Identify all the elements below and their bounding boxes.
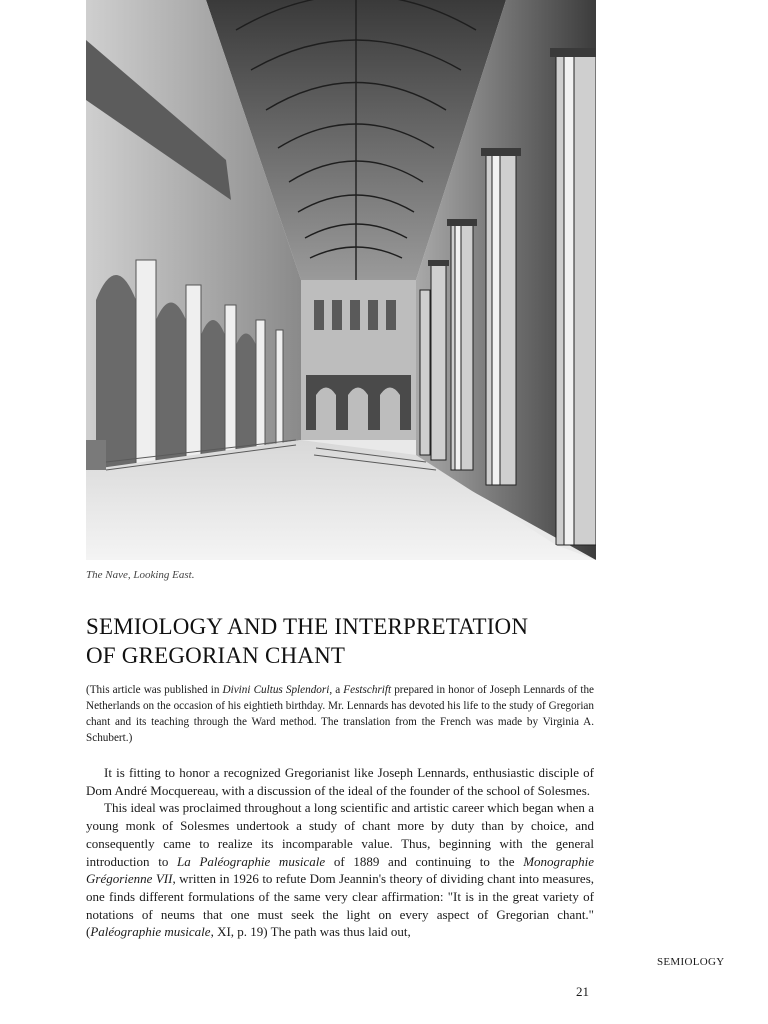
intro-text-3: prepared in honor of Joseph Lennards of the Netherlands on the occasion of his eightieth birthday. Mr. Lennards has devoted his life to the study of Gregorian chant and its teaching through the Ward method. The translation from the French was made by Virginia A. Schubert.) bbox=[86, 684, 595, 744]
article-title-line-2: OF GREGORIAN CHANT bbox=[86, 643, 346, 668]
festschrift-term: Festschrift bbox=[343, 684, 392, 696]
article-title-line-1: SEMIOLOGY AND THE INTERPRETATION bbox=[86, 614, 529, 639]
nave-photograph bbox=[86, 0, 596, 560]
para2-text-1: This ideal was proclaimed throughout a long scientific and artistic career which began when a young monk of Solesmes undertook a study of chant more by duty than by choice, and consequently came to realize its incomparable value. Thus, beginning with the general introduction to bbox=[86, 800, 594, 869]
para2-text-4: , XI, p. 19) The path was thus laid out, bbox=[210, 924, 411, 940]
body-paragraph-1: It is fitting to honor a recognized Gregorianist like Joseph Lennards, enthusiastic disciple of Dom André Mocquereau, with a discussion of the ideal of the founder of the school of Solesmes. bbox=[86, 765, 594, 798]
article-body bbox=[86, 764, 594, 941]
cited-work-paleographie: La Paléographie musicale bbox=[177, 853, 326, 869]
article-title bbox=[86, 612, 626, 670]
intro-text-1: (This article was published in bbox=[86, 684, 223, 696]
cathedral-nave-illustration bbox=[86, 0, 596, 560]
para2-text-3: , written in 1926 to refute Dom Jeannin's theory of dividing chant into measures, one finds different formulations of the same very clear affirmation: "It is in the great variety of notations of neums that one must seek the light on every aspect of Gregorian chant." ( bbox=[86, 871, 594, 940]
page-number: 21 bbox=[576, 984, 589, 999]
editorial-note bbox=[86, 682, 594, 746]
intro-text-2: , a bbox=[329, 684, 344, 696]
running-head: SEMIOLOGY bbox=[657, 956, 725, 968]
cited-work-monographie: Monographie Grégorienne VII bbox=[86, 853, 594, 887]
body-paragraph-2 bbox=[86, 799, 594, 941]
para2-text-2: of 1889 and continuing to the bbox=[325, 853, 524, 869]
figure-caption: The Nave, Looking East. bbox=[86, 569, 195, 581]
cited-work-paleographie-2: Paléographie musicale bbox=[90, 924, 211, 940]
journal-title: Divini Cultus Splendori bbox=[222, 684, 330, 696]
